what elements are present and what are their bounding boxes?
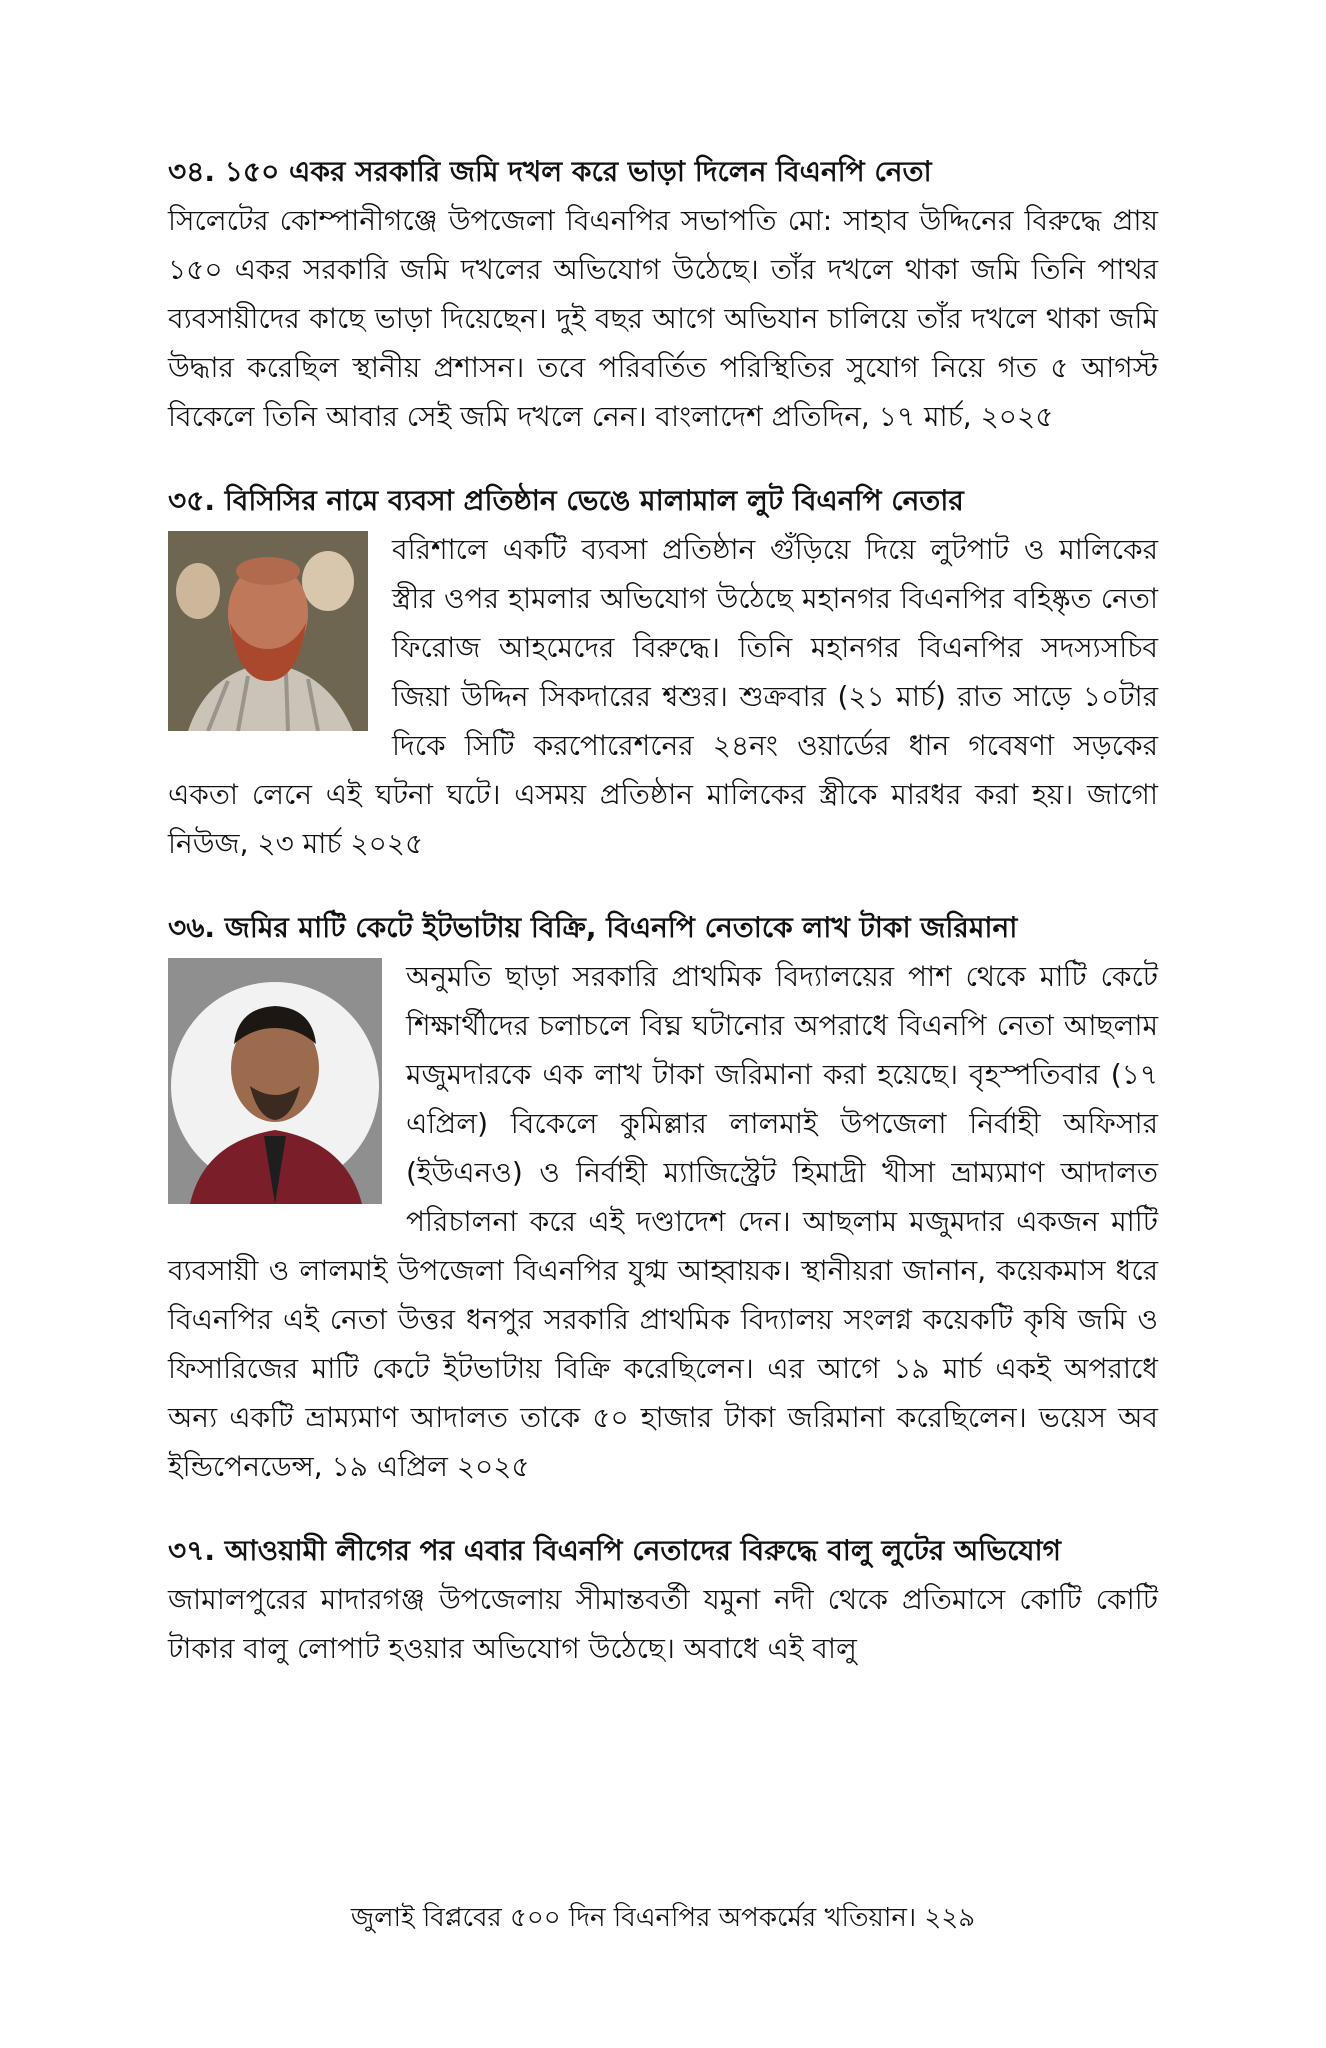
article-heading: ৩৪. ১৫০ একর সরকারি জমি দখল করে ভাড়া দিলেন বিএনপি নেতা (168, 155, 932, 188)
page-content (168, 150, 1158, 1711)
article-heading: ৩৭. আওয়ামী লীগের পর এবার বিএনপি নেতাদের বিরুদ্ধে বালু লুটের অভিযোগ (168, 1534, 1062, 1567)
article-36 (168, 906, 1158, 1491)
article-35 (168, 479, 1158, 868)
article-34 (168, 150, 1158, 441)
article-heading: ৩৫. বিসিসির নামে ব্যবসা প্রতিষ্ঠান ভেঙে মালামাল লুট বিএনপি নেতার (168, 484, 964, 517)
article-body: সিলেটের কোম্পানীগঞ্জে উপজেলা বিএনপির সভাপতি মো: সাহাব উদ্দিনের বিরুদ্ধে প্রায় ১৫০ একর সরকারি জমি দখলের অভিযোগ উঠেছে। তাঁর দখলে থাকা জমি তিনি পাথর ব্যবসায়ীদের কাছে ভাড়া দিয়েছেন। দুই বছর আগে অভিযান চালিয়ে তাঁর দখলে থাকা জমি উদ্ধার করেছিল স্থানীয় প্রশাসন। তবে পরিবর্তিত পরিস্থিতির সুযোগ নিয়ে গত ৫ আগস্ট বিকেলে তিনি আবার সেই জমি দখলে নেন। বাংলাদেশ প্রতিদিন, ১৭ মার্চ, ২০২৫ (168, 204, 1158, 433)
portrait-image (168, 958, 382, 1204)
article-37 (168, 1529, 1158, 1673)
article-body: জামালপুরের মাদারগঞ্জ উপজেলায় সীমান্তবর্তী যমুনা নদী থেকে প্রতিমাসে কোটি কোটি টাকার বালু লোপাট হওয়ার অভিযোগ উঠেছে। অবাধে এই বালু (168, 1583, 1158, 1665)
person-photo (168, 531, 368, 731)
page-footer: জুলাই বিপ্লবের ৫০০ দিন বিএনপির অপকর্মের খতিয়ান। ২২৯ (350, 1903, 976, 1933)
portrait-image (168, 531, 368, 731)
article-body: বরিশালে একটি ব্যবসা প্রতিষ্ঠান গুঁড়িয়ে দিয়ে লুটপাট ও মালিকের স্ত্রীর ওপর হামলার অভিযোগ উঠেছে মহানগর বিএনপির বহিষ্কৃত নেতা ফিরোজ আহমেদের বিরুদ্ধে। তিনি মহানগর বিএনপির সদস্যসচিব জিয়া উদ্দিন সিকদারের শ্বশুর। শুক্রবার (২১ মার্চ) রাত সাড়ে ১০টার দিকে সিটি করপোরেশনের ২৪নং ওয়ার্ডের ধান গবেষণা সড়কের একতা লেনে এই ঘটনা ঘটে। এসময় প্রতিষ্ঠান মালিকের স্ত্রীকে মারধর করা হয়। জাগো নিউজ, ২৩ মার্চ ২০২৫ (168, 533, 1158, 860)
article-body: অনুমতি ছাড়া সরকারি প্রাথমিক বিদ্যালয়ের পাশ থেকে মাটি কেটে শিক্ষার্থীদের চলাচলে বিঘ্ন ঘটানোর অপরাধে বিএনপি নেতা আছলাম মজুমদারকে এক লাখ টাকা জরিমানা করা হয়েছে। বৃহস্পতিবার (১৭ এপ্রিল) বিকেলে কুমিল্লার লালমাই উপজেলা নির্বাহী অফিসার (ইউএনও) ও নির্বাহী ম্যাজিস্ট্রেট হিমাদ্রী খীসা ভ্রাম্যমাণ আদালত পরিচালনা করে এই দণ্ডাদেশ দেন। আছলাম মজুমদার একজন মাটি ব্যবসায়ী ও লালমাই উপজেলা বিএনপির যুগ্ম আহ্বায়ক। স্থানীয়রা জানান, কয়েকমাস ধরে বিএনপির এই নেতা উত্তর ধনপুর সরকারি প্রাথমিক বিদ্যালয় সংলগ্ন কয়েকটি কৃষি জমি ও ফিসারিজের মাটি কেটে ইটভাটায় বিক্রি করেছিলেন। এর আগে ১৯ মার্চ একই অপরাধে অন্য একটি ভ্রাম্যমাণ আদালত তাকে ৫০ হাজার টাকা জরিমানা করেছিলেন। ভয়েস অব ইন্ডিপেনডেন্স, ১৯ এপ্রিল ২০২৫ (168, 960, 1158, 1483)
article-heading: ৩৬. জমির মাটি কেটে ইটভাটায় বিক্রি, বিএনপি নেতাকে লাখ টাকা জরিমানা (168, 911, 1018, 944)
person-photo (168, 958, 382, 1204)
